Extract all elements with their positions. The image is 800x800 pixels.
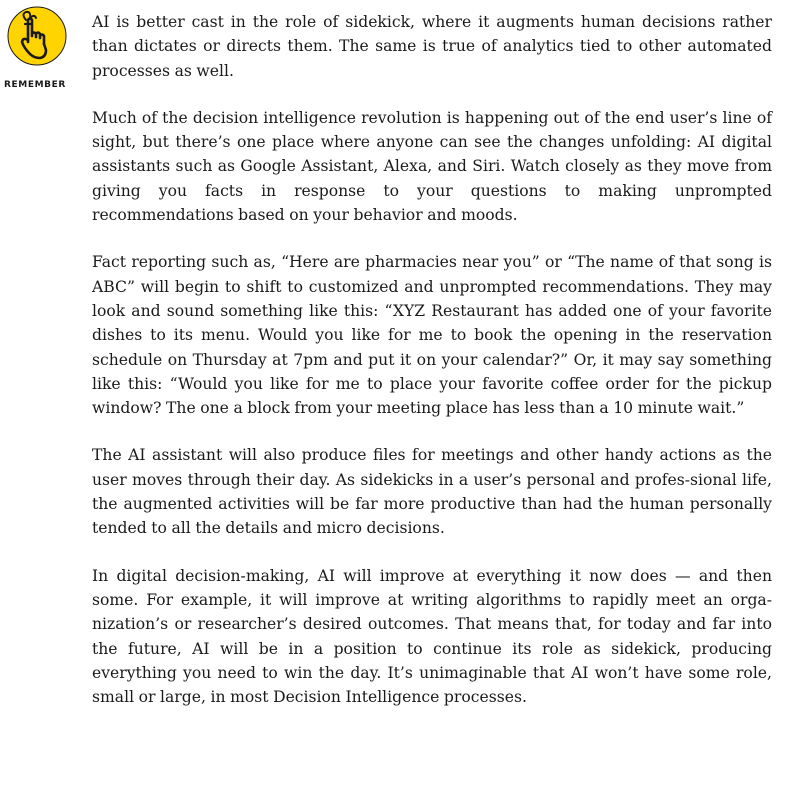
- paragraph: Much of the decision intelligence revolution is happening out of the end user’s line of sight, but there’s one place where anyone can see the changes unfolding: AI digital assistants such as Google Assistant, Alexa, and Siri. Watch closely as they move from giving you facts in response to your questions to making unprompted recommendations based on your behavior and moods.: [92, 108, 772, 225]
- paragraph: The AI assistant will also produce files for meetings and other handy actions as the user moves through their day. As sidekicks in a user’s personal and profes-sional life, the augmented activities will be far more productive than had the human personally tended to all the details and micro decisions.: [92, 446, 772, 538]
- remember-callout: [2, 6, 72, 90]
- body-text: [92, 10, 772, 732]
- paragraph: In digital decision-making, AI will improve at everything it now does — and then some. For example, it will improve at writing algorithms to rapidly meet an orga-nization’s or researcher’s desired outcomes. That means that, for today and far into the future, AI will be in a position to continue its role as sidekick, producing everything you need to win the day. It’s unimaginable that AI won’t have some role, small or large, in most Decision Intelligence processes.: [92, 566, 772, 707]
- remember-finger-icon: [7, 6, 67, 66]
- paragraph: Fact reporting such as, “Here are pharmacies near you” or “The name of that song is ABC” will begin to shift to customized and unprompted recommendations. They may look and sound something like this: “XYZ Restaurant has added one of your favorite dishes to its menu. Would you like for me to book the opening in the reservation schedule on Thursday at 7pm and put it on your calendar?” Or, it may say something like this: “Would you like for me to place your favorite coffee order for the pickup window? The one a block from your meeting place has less than a 10 minute wait.”: [92, 253, 772, 418]
- remember-label: REMEMBER: [4, 80, 66, 90]
- paragraph: AI is better cast in the role of sidekick, where it augments human decisions rather than dictates or directs them. The same is true of analytics tied to other automated processes as well.: [92, 13, 772, 80]
